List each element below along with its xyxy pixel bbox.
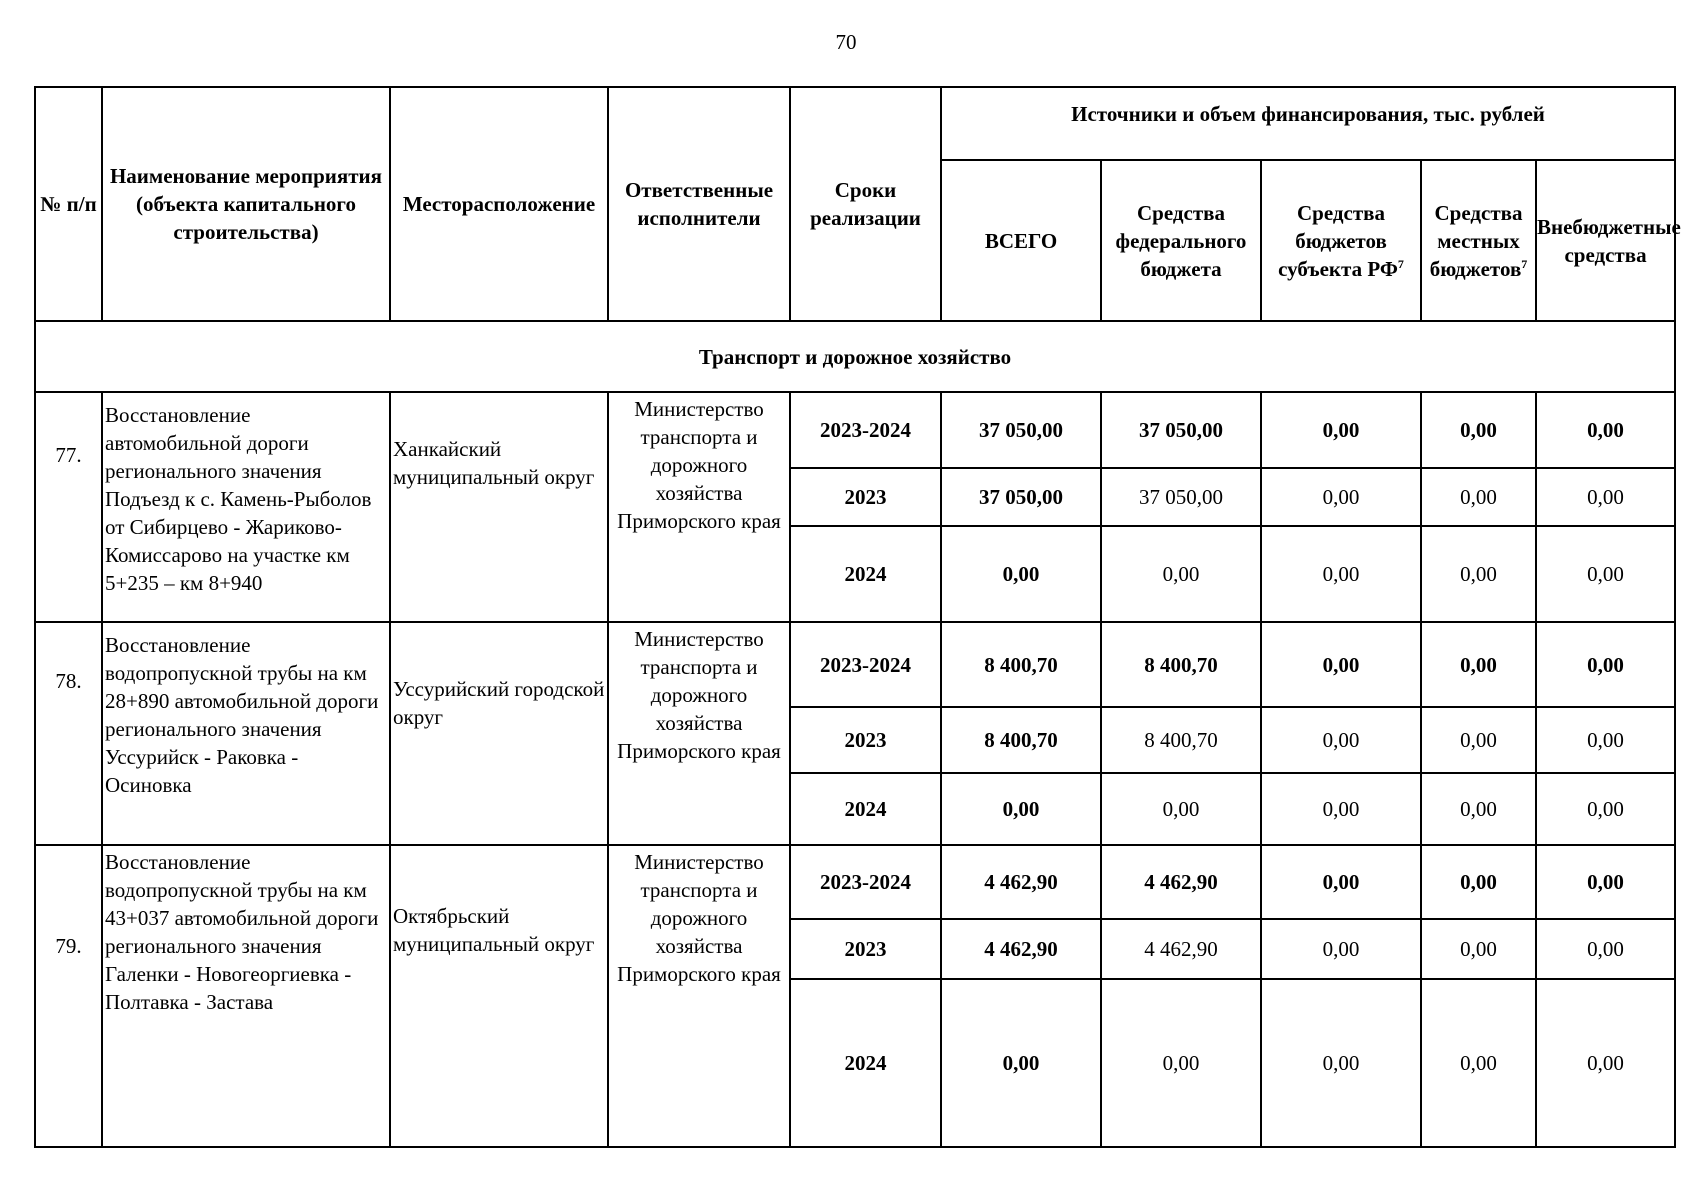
header-location: Месторасположение [390,87,608,321]
cell-subject: 0,00 [1261,707,1421,773]
cell-total: 4 462,90 [941,845,1101,919]
header-responsible: Ответственные исполнители [608,87,790,321]
cell-total: 0,00 [941,773,1101,845]
table-row [35,622,1675,707]
cell-extra: 0,00 [1536,919,1675,979]
cell-local: 0,00 [1421,979,1536,1147]
cell-total: 37 050,00 [941,468,1101,526]
cell-subject: 0,00 [1261,622,1421,707]
cell-federal: 8 400,70 [1101,622,1261,707]
header-local-label: Средства местных бюджетов [1429,200,1523,281]
cell-subject: 0,00 [1261,468,1421,526]
cell-extra: 0,00 [1536,468,1675,526]
header-subject-label: Средства бюджетов субъекта РФ [1278,200,1398,281]
cell-total: 4 462,90 [941,919,1101,979]
header-subject-footnote: 7 [1397,256,1404,271]
row-period: 2023 [790,919,941,979]
cell-local: 0,00 [1421,622,1536,707]
row-name: Восстановление водопропускной трубы на км 28+890 автомобильной дороги регионального значения Уссурийск - Раковка - Осиновка [102,622,390,845]
cell-federal: 4 462,90 [1101,919,1261,979]
cell-extra: 0,00 [1536,526,1675,622]
cell-total: 0,00 [941,979,1101,1147]
row-num: 79. [35,845,102,1147]
cell-federal: 0,00 [1101,979,1261,1147]
cell-local: 0,00 [1421,845,1536,919]
financing-table [34,86,1681,1148]
header-name: Наименование мероприятия (объекта капитального строительства) [102,87,390,321]
cell-extra: 0,00 [1536,979,1675,1147]
row-period: 2023 [790,707,941,773]
cell-extra: 0,00 [1536,707,1675,773]
cell-total: 8 400,70 [941,622,1101,707]
cell-subject: 0,00 [1261,773,1421,845]
header-total: ВСЕГО [941,160,1101,321]
cell-extra: 0,00 [1536,845,1675,919]
header-extra: Внебюджетные средства [1536,160,1675,321]
cell-subject: 0,00 [1261,845,1421,919]
cell-federal: 37 050,00 [1101,392,1261,468]
cell-extra: 0,00 [1536,622,1675,707]
row-period: 2023 [790,468,941,526]
row-responsible: Министерство транспорта и дорожного хозяйства Приморского края [608,622,790,845]
row-location: Октябрьский муниципальный округ [390,845,608,1147]
row-name: Восстановление водопропускной трубы на км 43+037 автомобильной дороги регионального значения Галенки - Новогеоргиевка - Полтавка - Застава [102,845,390,1147]
cell-federal: 37 050,00 [1101,468,1261,526]
row-responsible: Министерство транспорта и дорожного хозяйства Приморского края [608,392,790,622]
table-row [35,845,1675,919]
cell-extra: 0,00 [1536,773,1675,845]
cell-local: 0,00 [1421,468,1536,526]
page-number: 70 [835,30,857,54]
cell-local: 0,00 [1421,526,1536,622]
cell-total: 0,00 [941,526,1101,622]
cell-subject: 0,00 [1261,979,1421,1147]
table-row [35,392,1675,468]
cell-federal: 0,00 [1101,526,1261,622]
row-num: 78. [35,622,102,845]
header-subject [1261,160,1421,321]
header-federal: Средства федерального бюджета [1101,160,1261,321]
cell-federal: 0,00 [1101,773,1261,845]
cell-subject: 0,00 [1261,392,1421,468]
row-name: Восстановление автомобильной дороги регионального значения Подъезд к с. Камень-Рыболов от Сибирцево - Жариково-Комиссарово на участке км 5+235 – км 8+940 [102,392,390,622]
row-period: 2024 [790,773,941,845]
cell-federal: 4 462,90 [1101,845,1261,919]
cell-subject: 0,00 [1261,526,1421,622]
header-local [1421,160,1536,321]
cell-local: 0,00 [1421,392,1536,468]
header-num: № п/п [35,87,102,321]
row-responsible: Министерство транспорта и дорожного хозяйства Приморского края [608,845,790,1147]
cell-total: 8 400,70 [941,707,1101,773]
row-period: 2024 [790,526,941,622]
cell-subject: 0,00 [1261,919,1421,979]
header-period: Сроки реализации [790,87,941,321]
cell-local: 0,00 [1421,707,1536,773]
section-title: Транспорт и дорожное хозяйство [35,321,1675,392]
cell-local: 0,00 [1421,919,1536,979]
row-period: 2023-2024 [790,845,941,919]
row-num: 77. [35,392,102,622]
header-funding-group: Источники и объем финансирования, тыс. рублей [941,87,1675,160]
row-location: Уссурийский городской округ [390,622,608,845]
cell-federal: 8 400,70 [1101,707,1261,773]
row-period: 2023-2024 [790,392,941,468]
row-period: 2023-2024 [790,622,941,707]
row-location: Ханкайский муниципальный округ [390,392,608,622]
cell-total: 37 050,00 [941,392,1101,468]
cell-extra: 0,00 [1536,392,1675,468]
cell-local: 0,00 [1421,773,1536,845]
header-local-footnote: 7 [1521,256,1528,271]
row-period: 2024 [790,979,941,1147]
